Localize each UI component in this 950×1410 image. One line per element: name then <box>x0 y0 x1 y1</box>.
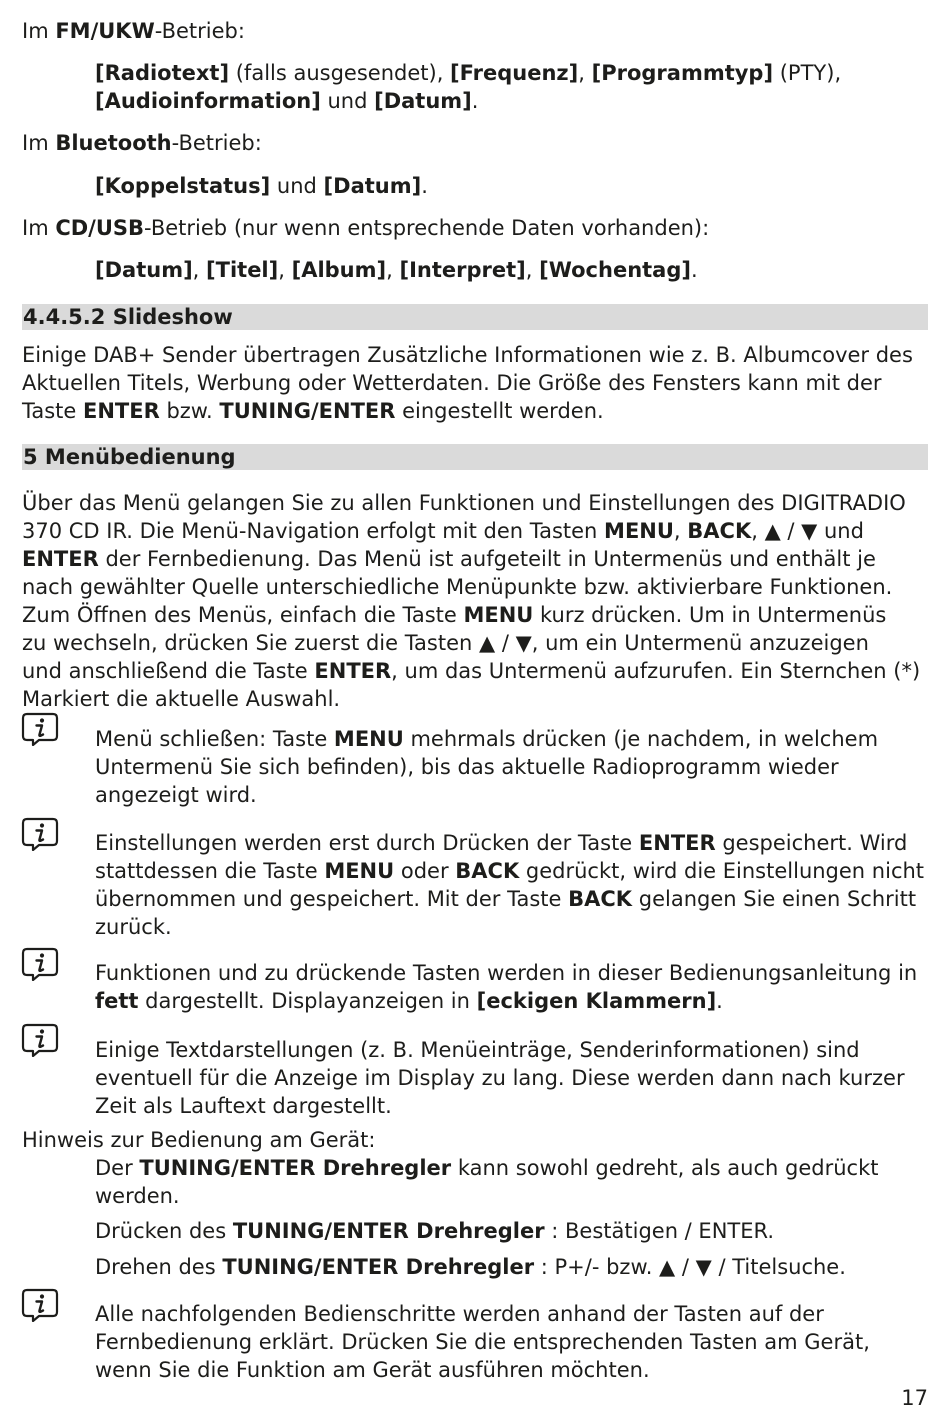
note5-line-1: Alle nachfolgenden Bedienschritte werden anhand der Tasten auf der <box>95 1302 824 1326</box>
note2-line-3: übernommen und gespeichert. Mit der Taste BACK gelangen Sie einen Schritt <box>95 887 917 911</box>
device-hint-line-2: werden. <box>95 1184 180 1208</box>
note4-line-3: Zeit als Lauftext dargestellt. <box>95 1094 392 1118</box>
section-heading-menu: 5 Menübedienung <box>22 444 928 470</box>
cd-usb-display-items: [Datum], [Titel], [Album], [Interpret], [Wochentag]. <box>95 258 698 282</box>
section-heading-slideshow: 4.4.5.2 Slideshow <box>22 304 928 330</box>
note5-line-3: wenn Sie die Funktion am Gerät ausführen möchten. <box>95 1358 650 1382</box>
menu-text-line-1: Über das Menü gelangen Sie zu allen Funktionen und Einstellungen des DIGITRADIO <box>22 491 906 515</box>
menu-text-line-8: Markiert die aktuelle Auswahl. <box>22 687 341 711</box>
note2-line-1: Einstellungen werden erst durch Drücken der Taste ENTER gespeichert. Wird <box>95 831 908 855</box>
note5-line-2: Fernbedienung erklärt. Drücken Sie die entsprechenden Tasten am Gerät, <box>95 1330 870 1354</box>
fm-display-items-line-1: [Radiotext] (falls ausgesendet), [Frequenz], [Programmtyp] (PTY), <box>95 61 842 85</box>
cd-usb-mode-intro: Im CD/USB-Betrieb (nur wenn entsprechende Daten vorhanden): <box>22 216 710 240</box>
info-icon <box>21 712 59 746</box>
note3-line-2: fett dargestellt. Displayanzeigen in [eckigen Klammern]. <box>95 989 723 1013</box>
note1-line-1: Menü schließen: Taste MENU mehrmals drücken (je nachdem, in welchem <box>95 727 879 751</box>
note1-line-3: angezeigt wird. <box>95 783 257 807</box>
info-icon <box>21 947 59 981</box>
menu-text-line-6: zu wechseln, drücken Sie zuerst die Tasten ▲ / ▼, um ein Untermenü anzuzeigen <box>22 631 869 655</box>
menu-text-line-2: 370 CD IR. Die Menü-Navigation erfolgt mit den Tasten MENU, BACK, ▲ / ▼ und <box>22 519 864 543</box>
slideshow-text-line-1: Einige DAB+ Sender übertragen Zusätzliche Informationen wie z. B. Albumcover des <box>22 343 913 367</box>
device-hint-intro: Hinweis zur Bedienung am Gerät: <box>22 1128 376 1152</box>
info-icon <box>21 1023 59 1057</box>
note1-line-2: Untermenü Sie sich befinden), bis das aktuelle Radioprogramm wieder <box>95 755 839 779</box>
device-hint-turn: Drehen des TUNING/ENTER Drehregler : P+/- bzw. ▲ / ▼ / Titelsuche. <box>95 1255 846 1279</box>
slideshow-text-line-2: Aktuellen Titels, Werbung oder Wetterdaten. Die Größe des Fensters kann mit der <box>22 371 882 395</box>
menu-text-line-5: Zum Öffnen des Menüs, einfach die Taste MENU kurz drücken. Um in Untermenüs <box>22 603 887 627</box>
note2-line-4: zurück. <box>95 915 172 939</box>
device-hint-line-1: Der TUNING/ENTER Drehregler kann sowohl gedreht, als auch gedrückt <box>95 1156 879 1180</box>
menu-text-line-7: und anschließend die Taste ENTER, um das Untermenü aufzurufen. Ein Sternchen (*) <box>22 659 921 683</box>
info-icon <box>21 1288 59 1322</box>
device-hint-press: Drücken des TUNING/ENTER Drehregler : Bestätigen / ENTER. <box>95 1219 775 1243</box>
note4-line-1: Einige Textdarstellungen (z. B. Menüeinträge, Senderinformationen) sind <box>95 1038 860 1062</box>
slideshow-text-line-3: Taste ENTER bzw. TUNING/ENTER eingestellt werden. <box>22 399 604 423</box>
note4-line-2: eventuell für die Anzeige im Display zu lang. Diese werden dann nach kurzer <box>95 1066 905 1090</box>
bluetooth-mode-intro: Im Bluetooth-Betrieb: <box>22 131 262 155</box>
fm-display-items-line-2: [Audioinformation] und [Datum]. <box>95 89 479 113</box>
fm-mode-intro: Im FM/UKW-Betrieb: <box>22 19 245 43</box>
menu-text-line-4: nach gewählter Quelle unterschiedliche Menüpunkte bzw. aktivierbare Funktionen. <box>22 575 893 599</box>
info-icon <box>21 817 59 851</box>
menu-text-line-3: ENTER der Fernbedienung. Das Menü ist aufgeteilt in Untermenüs und enthält je <box>22 547 876 571</box>
bluetooth-display-items: [Koppelstatus] und [Datum]. <box>95 174 428 198</box>
note3-line-1: Funktionen und zu drückende Tasten werden in dieser Bedienungsanleitung in <box>95 961 918 985</box>
page-number: 17 <box>901 1386 928 1410</box>
note2-line-2: stattdessen die Taste MENU oder BACK gedrückt, wird die Einstellungen nicht <box>95 859 925 883</box>
